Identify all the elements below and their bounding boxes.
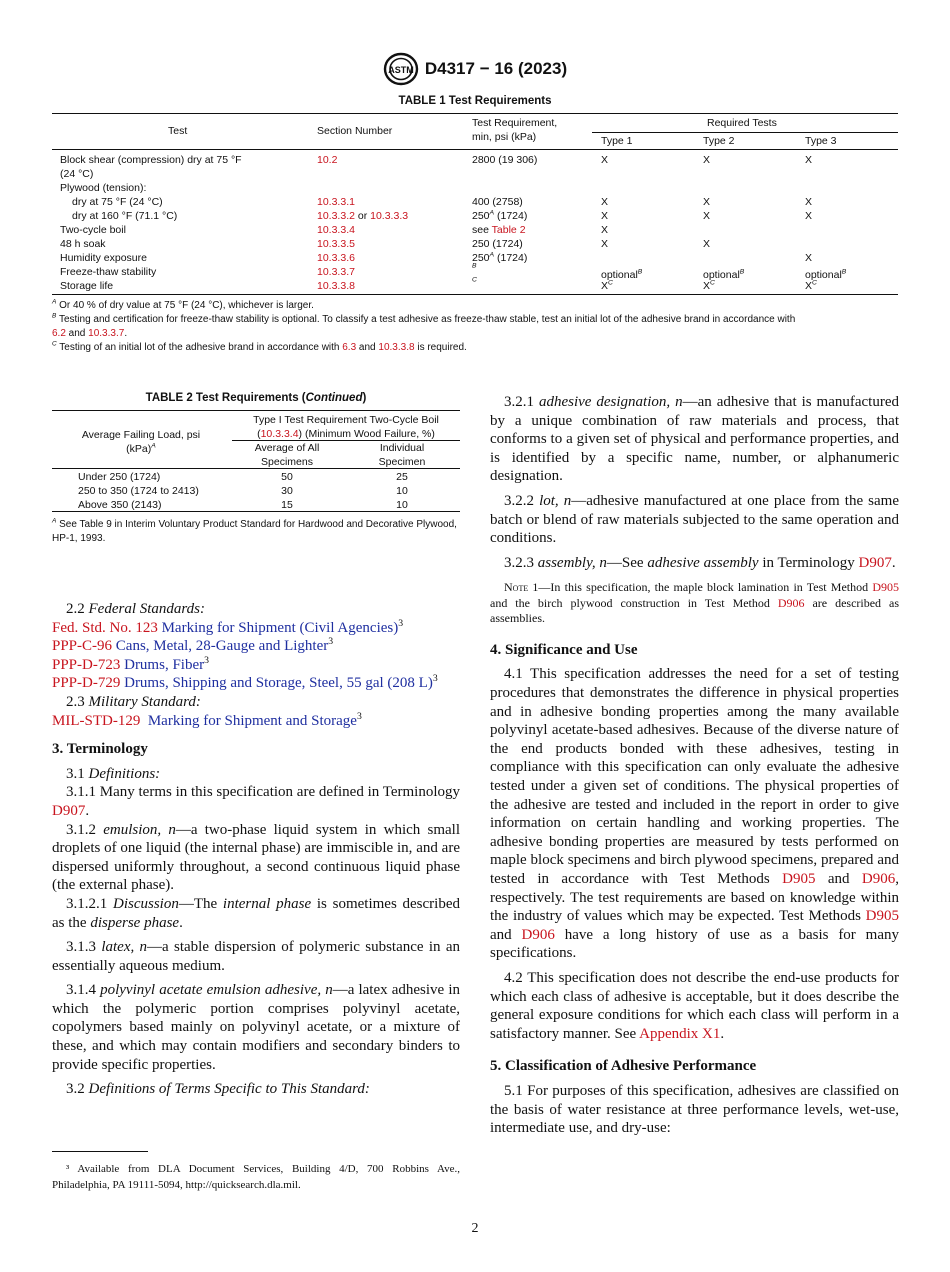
- section-title: Definitions of Terms Specific to This Standard:: [88, 1081, 370, 1098]
- table1-cell-test: 48 h soak: [60, 238, 106, 250]
- footnote-mark: 3: [328, 636, 334, 648]
- table2-header-load: [52, 428, 230, 456]
- term: adhesive assembly: [647, 554, 759, 571]
- req-prefix: see: [472, 224, 492, 236]
- table2-cell-ind: 10: [396, 485, 408, 497]
- paragraph-3-1-2: [52, 821, 460, 895]
- table1-header-test: Test: [168, 125, 188, 137]
- table1-cell-type3: X: [805, 252, 813, 264]
- footnote-mark: B: [637, 268, 643, 276]
- svg-text:ASTM: ASTM: [388, 65, 414, 75]
- table1-cell-req: [472, 251, 527, 265]
- table-row: [52, 195, 898, 209]
- section-title: Definitions:: [88, 765, 161, 782]
- header-line: Individual: [379, 442, 425, 454]
- paragraph-3-2-1: [490, 393, 899, 486]
- header-line: Type I Test Requirement Two-Cycle Boil: [253, 414, 439, 426]
- paragraph-3-2-2: [490, 492, 899, 548]
- table1-cell-type2: X: [703, 238, 711, 250]
- paragraph-3-1-3: [52, 938, 460, 975]
- section-number: 3.1.4: [66, 982, 101, 999]
- note-text: and the birch plywood construction in Test Method: [490, 595, 778, 610]
- table1-cell-type1: X: [601, 238, 609, 250]
- footnote-mark: C: [472, 276, 477, 284]
- table-row: [52, 153, 898, 167]
- footnote-text: and: [356, 342, 379, 353]
- table1-cell-req: [472, 209, 527, 223]
- section-2-2-heading: [52, 600, 460, 619]
- header-line: Average Failing Load, psi: [81, 429, 201, 441]
- table1-header-required-tests: Required Tests: [707, 117, 777, 129]
- table1-cell-type2: X: [703, 196, 711, 208]
- table2-title: [52, 392, 460, 404]
- right-column: [490, 393, 899, 1144]
- table1-cell-test: dry at 75 °F (24 °C): [72, 196, 163, 208]
- paragraph-text: —a latex adhesive in which the polymeric portion comprises polyvinyl acetate, copolymers based mainly on polyvinyl acetate, or a mixture of these, and which may contain modifiers and secondary binders to provide specific properties.: [52, 982, 460, 1073]
- table1-cell-type3: X: [805, 196, 813, 208]
- table-row: [52, 181, 898, 195]
- table1-header-section: Section Number: [317, 125, 393, 137]
- req-value: 250: [472, 210, 490, 222]
- table1-cell-type2: X: [703, 154, 711, 166]
- table2-title-text: TABLE 2 Test Requirements (: [145, 392, 306, 404]
- footnote-mark: A: [489, 209, 495, 217]
- table1-header-req-line2: min, psi (kPa): [472, 131, 537, 143]
- table1-cell-req: [472, 276, 477, 290]
- paragraph-4-1: [490, 665, 899, 963]
- astm-logo-icon: [383, 52, 419, 86]
- section-number: 3.1.2.1: [66, 895, 113, 912]
- header-text: (: [257, 428, 261, 440]
- table1-cell-test: dry at 160 °F (71.1 °C): [72, 210, 178, 222]
- paragraph-text: —a stable dispersion of polymeric substance in an essentially aqueous medium.: [52, 939, 461, 974]
- section-number: 3.2.2: [504, 492, 540, 509]
- table1-cell-test: Freeze-thaw stability: [60, 266, 157, 278]
- note-text: 1—In this specification, the maple block lamination in Test Method: [528, 580, 873, 595]
- reference-code-link[interactable]: Fed. Std. No. 123: [52, 619, 158, 636]
- table1-cell-type3: X: [805, 154, 813, 166]
- section-link[interactable]: 10.3.3.3: [370, 210, 409, 222]
- section-3-heading: 3. Terminology: [52, 741, 148, 758]
- footnote-mark: 3: [356, 710, 362, 722]
- footnote-text: Testing of an initial lot of the adhesive brand in accordance with: [56, 342, 343, 353]
- table1-cell-type1: X: [601, 224, 609, 236]
- reference-ppp-d-729: [52, 674, 460, 693]
- footnote-mark: B: [52, 312, 57, 320]
- table1-cell-type2: X: [703, 210, 711, 222]
- footnote-mark: C: [812, 279, 817, 287]
- section-title: Federal Standards:: [88, 601, 206, 617]
- table2-cell-load: 250 to 350 (1724 to 2413): [78, 485, 199, 497]
- table2-cell-avg: 50: [281, 471, 293, 483]
- section-2-3-heading: [52, 693, 460, 712]
- table2-cell-load: Under 250 (1724): [78, 471, 161, 483]
- table1-cell-section-link[interactable]: 10.3.3.8: [317, 280, 355, 292]
- section-number: 3.2: [66, 1081, 89, 1098]
- note-text: are described as assemblies.: [490, 595, 900, 626]
- table2-cell-ind: 10: [396, 499, 408, 511]
- footnote-text: Or 40 % of dry value at 75 °F (24 °C), whichever is larger.: [56, 300, 314, 311]
- section-link[interactable]: 10.3.3.8: [378, 342, 415, 353]
- footnote-text: and: [65, 328, 89, 339]
- table1-cell-req: [472, 223, 526, 237]
- d906-link[interactable]: D906: [777, 595, 805, 610]
- paragraph-text: 4.2 This specification does not describe the end-use products for which each class of adhesive is acceptable, but it does describe the general exposure conditions for which each class will perform in a satisfactory manner. See: [490, 969, 899, 1042]
- table1-cell-test: Two-cycle boil: [60, 224, 126, 236]
- section-title: Military Standard:: [88, 693, 201, 710]
- footnote-text: .: [124, 328, 128, 339]
- paragraph-text: 4.1 This specification addresses the need for a set of testing procedures that demonstrates the difference in physical properties and in adhesive bonding properties among the many available polyvinyl acetate-based adhesives. Because of the diverse nature of the end products bonded with these adhesives, testing in compliance with this specification can only evaluate the adhesive tested under a given set of conditions. The physical properties of the adhesive are tested and included in the report in order to give information on certain handling and working properties. The adhesive bonding properties are measured by tests performed on maple block specimens and birch plywood specimens, prepared and tested in accordance with Test Methods: [490, 666, 899, 887]
- table-row: [52, 276, 898, 293]
- footnote-mark: 3: [398, 617, 404, 629]
- header-line: Specimens: [261, 456, 313, 468]
- table1-cell-type3: X: [805, 210, 813, 222]
- table1-cell-req: 400 (2758): [472, 196, 523, 208]
- paragraph-text: and: [815, 870, 862, 887]
- header-line: Average of All: [254, 442, 320, 454]
- footnote-mark: A: [52, 298, 57, 306]
- table1-footnote-c: [52, 341, 900, 355]
- reference-code-link[interactable]: PPP-C-96: [52, 638, 113, 655]
- d906-link[interactable]: D906: [861, 870, 896, 887]
- paragraph-3-2: [52, 1080, 460, 1099]
- table1-cell-test: Humidity exposure: [60, 252, 147, 264]
- table1-header-type2: Type 2: [703, 135, 735, 147]
- reference-title-link[interactable]: Drums, Shipping and Storage, Steel, 55 gal (208 L): [124, 675, 433, 692]
- paragraph-3-1-2-1: [52, 895, 460, 932]
- section-or-text: or: [354, 210, 371, 222]
- req-value: 250: [472, 252, 490, 264]
- header-line: Specimen: [378, 456, 426, 468]
- paragraph-text: in Terminology: [758, 554, 859, 571]
- footnote-mark: A: [52, 517, 57, 525]
- section-number: 3.1.2: [66, 821, 104, 838]
- reference-code-link[interactable]: MIL-STD-129: [52, 712, 141, 729]
- table2-cell-ind: 25: [396, 471, 408, 483]
- paragraph-3-2-3: [490, 554, 899, 573]
- table1-cell-req: [472, 262, 477, 276]
- table1-cell-test: Storage life: [60, 280, 114, 292]
- term: emulsion, n: [103, 821, 176, 838]
- req-value-rest: (1724): [494, 252, 528, 264]
- paragraph-4-2: [490, 969, 899, 1043]
- table1-header-type1: Type 1: [601, 135, 633, 147]
- term: assembly, n: [537, 554, 607, 571]
- reference-title-link[interactable]: Cans, Metal, 28-Gauge and Lighter: [115, 638, 329, 655]
- table1-cell-section-link[interactable]: 10.3.3.7: [317, 266, 355, 278]
- reference-code-link[interactable]: PPP-D-729: [52, 675, 121, 692]
- paragraph-text: .: [179, 914, 183, 931]
- page-number: 2: [471, 1221, 479, 1236]
- footnote-text: Testing and certification for freeze-thaw stability is optional. To classify a test adhesive as freeze-thaw stable, test an initial lot of the adhesive brand in accordance with: [56, 314, 796, 325]
- table2-title-italic: Continued: [305, 392, 363, 404]
- paragraph-text: —The: [178, 895, 223, 912]
- header-text: ) (Minimum Wood Failure, %): [298, 428, 435, 440]
- reference-title-link[interactable]: Drums, Fiber: [124, 656, 205, 673]
- paragraph-3-1: [52, 765, 460, 784]
- table1-cell-test: (24 °C): [60, 168, 94, 180]
- d905-link[interactable]: D905: [865, 908, 899, 925]
- paragraph-3-1-1: [52, 783, 460, 820]
- footnote-text: is required.: [414, 342, 467, 353]
- reference-title-link[interactable]: Marking for Shipment (Civil Agencies): [161, 619, 399, 636]
- table1-footnote-a: [52, 299, 900, 313]
- section-link[interactable]: 10.3.3.2: [317, 210, 355, 222]
- table-row: [52, 223, 898, 237]
- section-5-heading: 5. Classification of Adhesive Performance: [490, 1058, 757, 1075]
- table1-cell-section: [317, 209, 408, 223]
- table1-header-req-line1: Test Requirement,: [472, 117, 558, 129]
- section-number: 3.1.3: [66, 939, 102, 956]
- paragraph-text: —a two-phase liquid system in which small droplets of one liquid (the internal phase) are immiscible in, and are dispersed uniformly throughout, a second continuous liquid phase (the external phase).: [52, 821, 460, 894]
- section-number: 3.1: [66, 765, 89, 782]
- section-4-heading: 4. Significance and Use: [490, 641, 638, 658]
- section-link[interactable]: 6.3: [342, 342, 357, 353]
- page-header: [0, 52, 950, 86]
- table-row: [52, 167, 898, 181]
- footnote-mark: B: [739, 268, 745, 276]
- reference-mil-std-129: [52, 712, 460, 731]
- footnote-mark: 3: [204, 654, 209, 666]
- table1-header-type3: Type 3: [805, 135, 837, 147]
- reference-code-link[interactable]: PPP-D-723: [52, 656, 121, 673]
- table1-footnote-b: [52, 313, 900, 341]
- table1-cell-section-link[interactable]: 10.3.3.4: [317, 224, 355, 236]
- reference-ppp-c-96: [52, 637, 460, 656]
- section-number: 2.2: [66, 601, 89, 617]
- section-number: 3.2.3: [504, 554, 538, 571]
- table1-cell-section-link[interactable]: 10.3.3.6: [317, 252, 355, 264]
- optional-text: optional: [601, 269, 638, 281]
- term: internal phase: [222, 895, 312, 912]
- paragraph-text: .: [720, 1025, 725, 1042]
- table1-cell-type1: X: [601, 210, 609, 222]
- paragraph-5-1: 5.1 For purposes of this specification, adhesives are classified on the basis of water resistance at three performance levels, wet-use, intermediate use, and dry-use:: [490, 1082, 899, 1137]
- note-label: Note: [504, 580, 529, 595]
- header-line: (kPa): [126, 443, 152, 455]
- x-mark: X: [805, 280, 813, 292]
- paragraph-text: .: [85, 802, 90, 819]
- table-row: [52, 237, 898, 251]
- table1-cell-type2: [703, 279, 715, 293]
- paragraph-text: is sometimes described as the: [52, 895, 460, 931]
- paragraph-text: —See: [606, 554, 648, 571]
- d907-link[interactable]: D907: [858, 554, 892, 571]
- footnote-text: See Table 9 in Interim Voluntary Product Standard for Hardwood and Decorative Plywood, HP-1, 1993.: [52, 519, 457, 544]
- table1-cell-test: Plywood (tension):: [60, 182, 147, 194]
- table2-header-individual: [344, 441, 460, 469]
- appendix-x1-link[interactable]: Appendix X1: [639, 1025, 721, 1042]
- table2-cell-load: Above 350 (2143): [78, 499, 162, 511]
- term: lot, n: [539, 492, 572, 509]
- paragraph-3-1-4: [52, 981, 460, 1074]
- paragraph-text: .: [891, 554, 896, 571]
- x-mark: X: [601, 280, 609, 292]
- footnote-mark: 3: [432, 673, 438, 685]
- paragraph-text: , respectively. The test requirements are based on knowledge within the industry of values which may be expected. Test Methods: [490, 870, 899, 925]
- table1-cell-type3: [805, 279, 817, 293]
- table-row: [52, 209, 898, 223]
- left-column: [52, 600, 460, 1105]
- paragraph-text: and: [490, 926, 522, 943]
- reference-fed-std-123: [52, 619, 460, 638]
- footnote-mark: B: [841, 268, 847, 276]
- table1-cell-section-link[interactable]: 10.3.3.5: [317, 238, 355, 250]
- footnote-3: ³ Available from DLA Document Services, Building 4/D, 700 Robbins Ave., Philadelphia, PA 19111-5094, http://quicksearch.dla.mil.: [52, 1163, 460, 1191]
- table1-cell-type1: X: [601, 154, 609, 166]
- term: disperse phase: [90, 914, 180, 931]
- paragraph-text: —adhesive manufactured at one place from the same batch or blend of raw materials subjected to the same operation and conditions.: [490, 492, 899, 547]
- d906-link[interactable]: D906: [521, 926, 555, 943]
- table2-header-average: [232, 441, 342, 469]
- reference-ppp-d-723: [52, 656, 460, 675]
- term: adhesive designation, n: [538, 394, 683, 410]
- footnote-mark: A: [489, 251, 495, 259]
- table2-link[interactable]: Table 2: [491, 224, 526, 236]
- section-link[interactable]: 10.3.3.7: [88, 328, 125, 339]
- section-link[interactable]: 10.3.3.4: [260, 428, 299, 440]
- table1-cell-section-link[interactable]: 10.2: [317, 154, 338, 166]
- d905-link[interactable]: D905: [782, 870, 816, 887]
- term: latex, n: [101, 939, 148, 956]
- note-1: [490, 580, 899, 627]
- term: polyvinyl acetate emulsion adhesive, n: [100, 982, 333, 999]
- table1-cell-req: 2800 (19 306): [472, 154, 538, 166]
- footnote-mark: B: [472, 262, 477, 270]
- table1-cell-type1: [601, 279, 613, 293]
- document-designation: D4317 − 16 (2023): [424, 59, 568, 78]
- paragraph-text: have a long history of use as a basis for many specifications.: [490, 926, 899, 962]
- footnote-divider: [52, 1151, 148, 1152]
- table2-footnote: [52, 518, 460, 546]
- table1-cell-test: Block shear (compression) dry at 75 °F: [60, 154, 242, 166]
- x-mark: X: [703, 280, 711, 292]
- table2-cell-avg: 15: [281, 499, 293, 511]
- table1-cell-type1: X: [601, 196, 609, 208]
- paragraph-text: 3.1.1 Many terms in this specification are defined in Terminology: [66, 784, 460, 801]
- paragraph-text: —an adhesive that is manufactured by a unique combination of raw materials and process, that conforms to a given set of physical and performance properties, and is identified by a specific name, number, or alphanumeric designation.: [490, 394, 899, 485]
- section-link[interactable]: 6.2: [52, 328, 66, 339]
- optional-text: optional: [703, 269, 740, 281]
- section-number: 3.2.1: [504, 394, 539, 410]
- footnote-mark: C: [52, 340, 57, 348]
- reference-title-link[interactable]: Marking for Shipment and Storage: [147, 712, 357, 729]
- table1-cell-req: 250 (1724): [472, 238, 523, 250]
- table2-title-end: ): [362, 392, 367, 404]
- req-value-rest: (1724): [494, 210, 528, 222]
- term: Discussion: [113, 895, 179, 912]
- footnote-mark: A: [151, 442, 156, 450]
- d905-link[interactable]: D905: [872, 580, 899, 595]
- section-number: 2.3: [66, 693, 89, 710]
- table2-header-group: [232, 413, 460, 441]
- d907-link[interactable]: D907: [52, 802, 86, 819]
- table1-title: TABLE 1 Test Requirements: [398, 95, 552, 107]
- optional-text: optional: [805, 269, 842, 281]
- footnote-mark: C: [608, 279, 613, 287]
- table1-cell-section-link[interactable]: 10.3.3.1: [317, 196, 355, 208]
- table2-cell-avg: 30: [281, 485, 293, 497]
- footnote-mark: C: [710, 279, 715, 287]
